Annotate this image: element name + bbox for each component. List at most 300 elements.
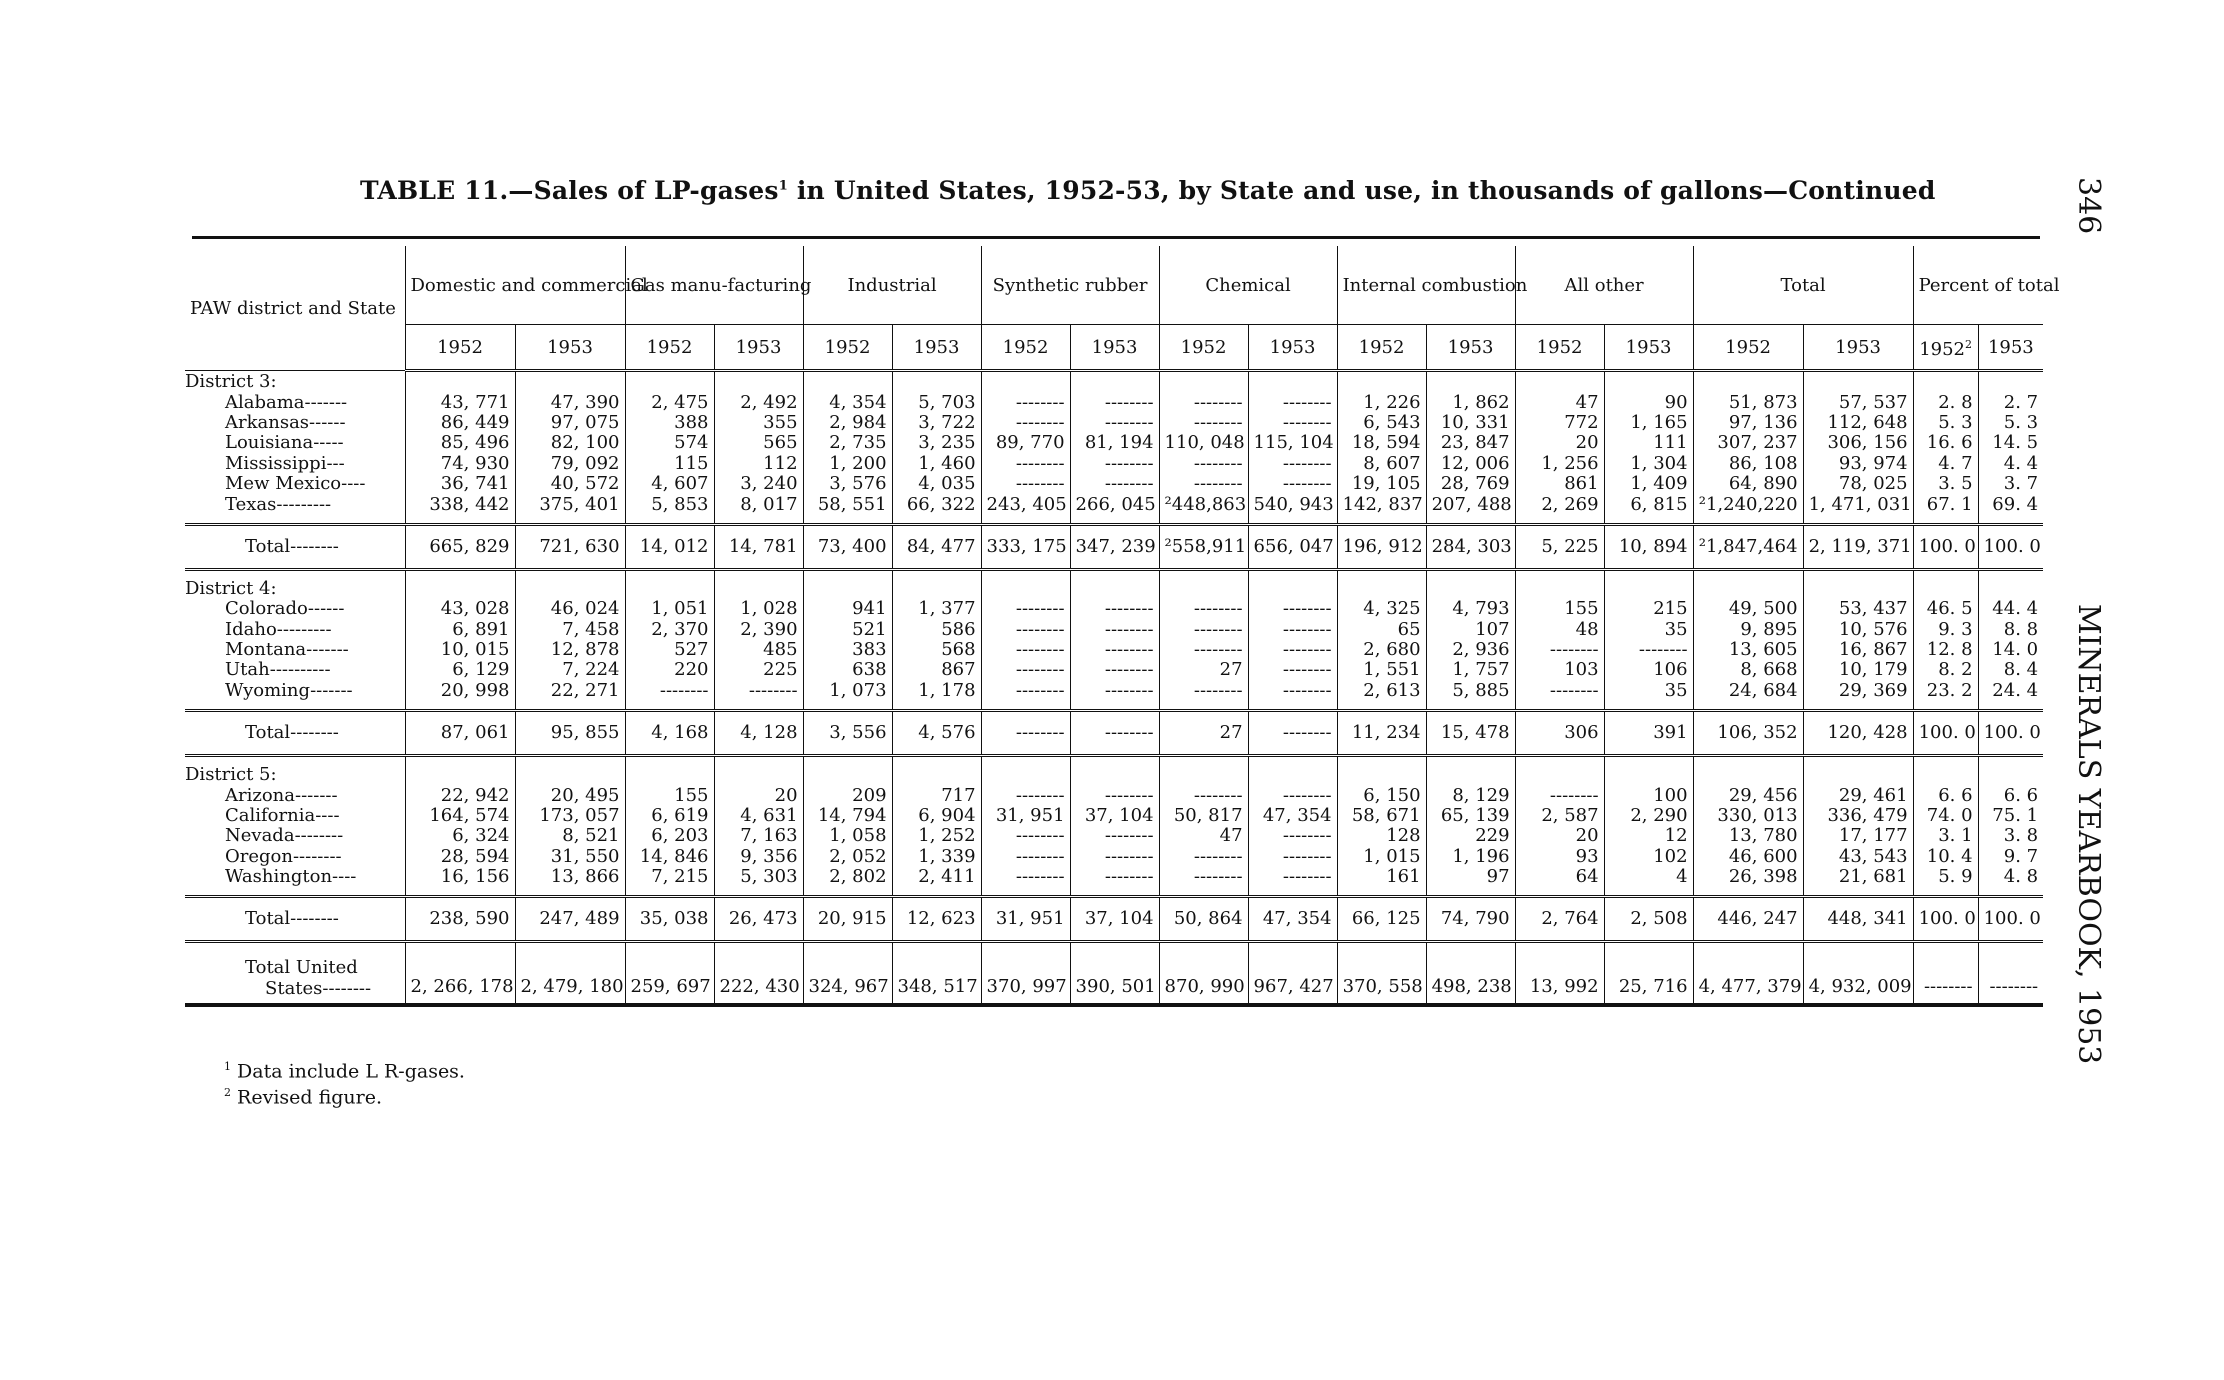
table-cell: -------- — [1159, 474, 1248, 494]
spacer-cell — [1070, 701, 1159, 711]
row-label-text: Utah — [225, 659, 270, 681]
table-cell: -------- — [1913, 942, 1978, 1006]
table-cell — [714, 579, 803, 599]
table-cell: 93, 974 — [1803, 454, 1913, 474]
table-cell: 1, 028 — [714, 599, 803, 619]
spacer-cell — [714, 515, 803, 525]
table-cell: 64 — [1515, 867, 1604, 887]
year-label: 1952 — [1180, 336, 1227, 358]
table-cell: 35 — [1604, 620, 1693, 640]
table-cell: 521 — [803, 620, 892, 640]
table-cell: 3. 7 — [1978, 474, 2043, 494]
year-label: 1952 — [437, 336, 483, 358]
table-cell: 31, 550 — [515, 847, 625, 867]
table-cell: 4, 168 — [625, 711, 714, 756]
spacer-row — [185, 887, 2043, 897]
table-cell: 4, 354 — [803, 392, 892, 412]
table-cell: 8, 668 — [1693, 660, 1803, 680]
table-cell: 259, 697 — [625, 942, 714, 1006]
spacer-cell — [1913, 701, 1978, 711]
table-cell: 446, 247 — [1693, 897, 1803, 942]
year-label: 1952 — [1919, 339, 1965, 360]
table-cell: 86, 108 — [1693, 454, 1803, 474]
table-cell: 2, 052 — [803, 847, 892, 867]
table-cell: 6, 203 — [625, 826, 714, 846]
table-cell: 44. 4 — [1978, 599, 2043, 619]
table-cell: 10. 4 — [1913, 847, 1978, 867]
table-cell: 1, 051 — [625, 599, 714, 619]
table-cell: 247, 489 — [515, 897, 625, 942]
table-cell: 57, 537 — [1803, 392, 1913, 412]
table-cell: 1, 757 — [1426, 660, 1515, 680]
spacer-cell — [1978, 756, 2043, 766]
table-cell: 1, 471, 031 — [1803, 494, 1913, 514]
table-cell: 31, 951 — [981, 806, 1070, 826]
footnotes — [224, 1056, 465, 1109]
table-cell — [1159, 579, 1248, 599]
spacer-cell — [515, 569, 625, 579]
table-cell: 1, 196 — [1426, 847, 1515, 867]
table-cell: 20, 915 — [803, 897, 892, 942]
table-cell: 35, 038 — [625, 897, 714, 942]
table-cell: 6, 543 — [1337, 413, 1426, 433]
table-cell: 9. 3 — [1913, 620, 1978, 640]
table-cell: 2, 984 — [803, 413, 892, 433]
table-cell: 9, 356 — [714, 847, 803, 867]
spacer-cell — [1426, 756, 1515, 766]
table-cell: 16, 156 — [405, 867, 515, 887]
row-label-text: District 5: — [185, 764, 277, 786]
spacer-cell — [1604, 756, 1693, 766]
table-cell: 23, 847 — [1426, 433, 1515, 453]
spacer-cell — [1515, 569, 1604, 579]
year-footnote-mark: 2 — [1965, 338, 1972, 351]
footnote-1-text: Data include L R-gases. — [231, 1060, 465, 1083]
running-header-title: MINERALS YEARBOOK, 1953 — [2071, 603, 2106, 1065]
row-label — [185, 454, 405, 474]
year-header-1952 — [1515, 325, 1604, 371]
row-label-text: District 4: — [185, 577, 277, 599]
table-cell: 5, 225 — [1515, 524, 1604, 569]
table-cell: 164, 574 — [405, 806, 515, 826]
table-cell: 6, 619 — [625, 806, 714, 826]
row-label — [185, 765, 405, 785]
year-label: 1953 — [547, 336, 593, 358]
table-cell: 1, 165 — [1604, 413, 1693, 433]
table-cell: 81, 194 — [1070, 433, 1159, 453]
table-row — [185, 474, 2043, 494]
leader-dots: ------- — [306, 639, 349, 661]
table-cell: 8. 4 — [1978, 660, 2043, 680]
table-cell — [405, 371, 515, 393]
table-cell: 448, 341 — [1803, 897, 1913, 942]
spacer-cell — [1693, 701, 1803, 711]
spacer-cell — [405, 756, 515, 766]
district-header-row — [185, 579, 2043, 599]
lp-gas-sales-table — [185, 246, 2060, 1007]
table-cell: 173, 057 — [515, 806, 625, 826]
spacer-cell — [1978, 887, 2043, 897]
table-cell — [803, 579, 892, 599]
year-label: 1953 — [1091, 336, 1138, 358]
table-cell: 26, 398 — [1693, 867, 1803, 887]
table-cell: 2, 587 — [1515, 806, 1604, 826]
table-cell: 2, 269 — [1515, 494, 1604, 514]
table-cell: 6, 904 — [892, 806, 981, 826]
year-header-1953 — [515, 325, 625, 371]
table-cell: -------- — [714, 681, 803, 701]
table-cell: 1, 409 — [1604, 474, 1693, 494]
row-label-text: District 3: — [185, 370, 277, 392]
table-cell: -------- — [1248, 785, 1337, 805]
table-cell: 26, 473 — [714, 897, 803, 942]
table-cell: 58, 551 — [803, 494, 892, 514]
table-cell — [405, 579, 515, 599]
district-header-row — [185, 765, 2043, 785]
table-cell: 2, 802 — [803, 867, 892, 887]
table-cell — [1803, 371, 1913, 393]
table-cell: 66, 125 — [1337, 897, 1426, 942]
spacer-cell — [405, 887, 515, 897]
table-cell — [1159, 765, 1248, 785]
table-cell — [1604, 765, 1693, 785]
table-cell: 89, 770 — [981, 433, 1070, 453]
table-cell: 3, 722 — [892, 413, 981, 433]
table-cell: ²448,863 — [1159, 494, 1248, 514]
table-cell: 1, 200 — [803, 454, 892, 474]
spacer-cell — [1978, 515, 2043, 525]
table-cell: 4 — [1604, 867, 1693, 887]
table-cell: 69. 4 — [1978, 494, 2043, 514]
spacer-cell — [185, 887, 405, 897]
table-cell: -------- — [1159, 413, 1248, 433]
table-cell: -------- — [981, 711, 1070, 756]
row-label-text: Arizona — [225, 784, 296, 806]
table-cell: -------- — [1159, 847, 1248, 867]
spacer-cell — [803, 756, 892, 766]
table-cell: -------- — [1248, 640, 1337, 660]
spacer-cell — [1426, 701, 1515, 711]
spacer-cell — [981, 887, 1070, 897]
table-cell: 20, 495 — [515, 785, 625, 805]
spacer-cell — [981, 515, 1070, 525]
col-header-total: Total — [1693, 246, 1913, 325]
spacer-cell — [1913, 756, 1978, 766]
spacer-cell — [803, 515, 892, 525]
stub-header: PAW district and State — [185, 246, 405, 371]
table-cell: 967, 427 — [1248, 942, 1337, 1006]
spacer-cell — [1803, 515, 1913, 525]
footnote-2 — [224, 1082, 465, 1108]
table-cell: 74. 0 — [1913, 806, 1978, 826]
table-cell: 67. 1 — [1913, 494, 1978, 514]
running-header — [2062, 177, 2106, 1065]
table-cell: 29, 461 — [1803, 785, 1913, 805]
year-label: 1952 — [1725, 336, 1771, 358]
table-cell: 10, 331 — [1426, 413, 1515, 433]
table-cell: 43, 543 — [1803, 847, 1913, 867]
footnote-2-text: Revised figure. — [231, 1086, 383, 1109]
table-cell: 307, 237 — [1693, 433, 1803, 453]
table-cell — [1913, 765, 1978, 785]
table-cell — [1248, 371, 1337, 393]
table-cell: 3, 240 — [714, 474, 803, 494]
row-label — [185, 711, 405, 756]
table-cell — [1248, 579, 1337, 599]
table-cell: 21, 681 — [1803, 867, 1913, 887]
year-label: 1953 — [1625, 336, 1672, 358]
table-cell: -------- — [1070, 826, 1159, 846]
table-cell: 47, 354 — [1248, 897, 1337, 942]
spacer-cell — [803, 701, 892, 711]
spacer-cell — [1337, 569, 1426, 579]
table-cell — [892, 579, 981, 599]
table-cell: 2, 492 — [714, 392, 803, 412]
table-cell: -------- — [1159, 640, 1248, 660]
table-cell: 79, 092 — [515, 454, 625, 474]
table-cell: 8, 521 — [515, 826, 625, 846]
table-cell: 2, 479, 180 — [515, 942, 625, 1006]
row-label — [185, 826, 405, 846]
table-cell: 100. 0 — [1978, 711, 2043, 756]
table-cell: 49, 500 — [1693, 599, 1803, 619]
spacer-cell — [1159, 515, 1248, 525]
table-cell: 225 — [714, 660, 803, 680]
table-cell — [1913, 579, 1978, 599]
spacer-cell — [1337, 701, 1426, 711]
spacer-cell — [1803, 887, 1913, 897]
table-cell: 31, 951 — [981, 897, 1070, 942]
table-cell: 46, 600 — [1693, 847, 1803, 867]
year-label: 1952 — [1002, 336, 1049, 358]
table-cell: 1, 339 — [892, 847, 981, 867]
table-cell: -------- — [1248, 454, 1337, 474]
table-cell: 4, 477, 379 — [1693, 942, 1803, 1006]
spacer-cell — [515, 515, 625, 525]
table-cell: 64, 890 — [1693, 474, 1803, 494]
table-cell: 106 — [1604, 660, 1693, 680]
row-label-text: Oregon — [225, 845, 293, 867]
spacer-cell — [1604, 887, 1693, 897]
year-label: 1952 — [1358, 336, 1405, 358]
spacer-cell — [1913, 515, 1978, 525]
table-cell: -------- — [981, 392, 1070, 412]
spacer-cell — [1337, 887, 1426, 897]
table-cell: 586 — [892, 620, 981, 640]
table-cell: 4, 576 — [892, 711, 981, 756]
table-cell — [1070, 371, 1159, 393]
year-label: 1952 — [646, 336, 693, 358]
table-cell — [1070, 579, 1159, 599]
table-cell: 155 — [1515, 599, 1604, 619]
spacer-cell — [1248, 701, 1337, 711]
table-cell: 29, 456 — [1693, 785, 1803, 805]
table-row — [185, 826, 2043, 846]
table-title — [360, 176, 1936, 205]
table-cell: -------- — [981, 474, 1070, 494]
table-cell: 2, 290 — [1604, 806, 1693, 826]
table-cell: 568 — [892, 640, 981, 660]
spacer-cell — [1693, 569, 1803, 579]
table-row — [185, 413, 2043, 433]
table-cell: 66, 322 — [892, 494, 981, 514]
table-cell: 8. 2 — [1913, 660, 1978, 680]
spacer-cell — [1978, 569, 2043, 579]
spacer-cell — [515, 887, 625, 897]
table-cell: 540, 943 — [1248, 494, 1337, 514]
table-cell: -------- — [981, 867, 1070, 887]
table-cell: 8, 607 — [1337, 454, 1426, 474]
table-cell — [1337, 371, 1426, 393]
table-row — [185, 599, 2043, 619]
table-cell: 37, 104 — [1070, 806, 1159, 826]
year-label: 1953 — [1987, 336, 2034, 358]
table-cell: 6, 815 — [1604, 494, 1693, 514]
table-cell: 14, 846 — [625, 847, 714, 867]
table-cell: 90 — [1604, 392, 1693, 412]
table-cell: 24. 4 — [1978, 681, 2043, 701]
table-cell: 110, 048 — [1159, 433, 1248, 453]
table-cell: 20, 998 — [405, 681, 515, 701]
spacer-row — [185, 515, 2043, 525]
table-cell — [803, 371, 892, 393]
table-cell — [625, 765, 714, 785]
spacer-cell — [1803, 756, 1913, 766]
row-label-text: Wyoming — [225, 679, 311, 701]
leader-dots: ------- — [304, 391, 348, 413]
spacer-cell — [1248, 569, 1337, 579]
table-cell: 161 — [1337, 867, 1426, 887]
row-label — [185, 660, 405, 680]
table-cell: 14. 0 — [1978, 640, 2043, 660]
year-header-1953 — [1070, 325, 1159, 371]
spacer-cell — [1515, 515, 1604, 525]
table-cell: 100. 0 — [1913, 711, 1978, 756]
year-header-1953 — [714, 325, 803, 371]
spacer-cell — [1803, 569, 1913, 579]
table-cell: 3. 1 — [1913, 826, 1978, 846]
table-cell: 5. 3 — [1978, 413, 2043, 433]
table-cell: 665, 829 — [405, 524, 515, 569]
table-cell: 47, 354 — [1248, 806, 1337, 826]
table-cell — [1426, 765, 1515, 785]
table-cell: 1, 178 — [892, 681, 981, 701]
table-cell: 1, 058 — [803, 826, 892, 846]
table-cell — [515, 371, 625, 393]
table-cell: 222, 430 — [714, 942, 803, 1006]
table-cell: 565 — [714, 433, 803, 453]
table-cell: 112 — [714, 454, 803, 474]
table-cell: 10, 894 — [1604, 524, 1693, 569]
footnote-2-mark: 2 — [224, 1086, 231, 1100]
title-text: TABLE 11.—Sales of LP-gases — [360, 176, 779, 205]
table-cell: 2, 613 — [1337, 681, 1426, 701]
table-cell: 19, 105 — [1337, 474, 1426, 494]
spacer-cell — [803, 887, 892, 897]
spacer-cell — [1070, 887, 1159, 897]
spacer-cell — [1604, 701, 1693, 711]
spacer-cell — [1159, 701, 1248, 711]
spacer-cell — [405, 701, 515, 711]
table-cell: 50, 864 — [1159, 897, 1248, 942]
table-cell: 2. 7 — [1978, 392, 2043, 412]
table-cell: 3. 5 — [1913, 474, 1978, 494]
spacer-cell — [1693, 756, 1803, 766]
table-cell: 20 — [714, 785, 803, 805]
spacer-cell — [1070, 756, 1159, 766]
spacer-cell — [185, 701, 405, 711]
year-header-1953 — [1604, 325, 1693, 371]
year-header-1953 — [892, 325, 981, 371]
table-cell: -------- — [1248, 711, 1337, 756]
table-cell: 11, 234 — [1337, 711, 1426, 756]
row-label — [185, 806, 405, 826]
row-label — [185, 847, 405, 867]
row-label-text: Nevada — [225, 825, 295, 847]
table-cell: 13, 780 — [1693, 826, 1803, 846]
table-cell: 324, 967 — [803, 942, 892, 1006]
table-cell: 6, 891 — [405, 620, 515, 640]
table-cell: 284, 303 — [1426, 524, 1515, 569]
row-label-text: Total — [245, 908, 291, 930]
table-cell: 40, 572 — [515, 474, 625, 494]
table-cell: 74, 790 — [1426, 897, 1515, 942]
spacer-cell — [185, 515, 405, 525]
table-cell: 97 — [1426, 867, 1515, 887]
table-cell: 75. 1 — [1978, 806, 2043, 826]
table-cell: 1, 551 — [1337, 660, 1426, 680]
table-cell: 35 — [1604, 681, 1693, 701]
year-header-1952 — [625, 325, 714, 371]
table-cell: 266, 045 — [1070, 494, 1159, 514]
year-header-1952 — [1337, 325, 1426, 371]
spacer-cell — [515, 756, 625, 766]
leader-dots: ------- — [295, 784, 338, 806]
footnote-1-mark: 1 — [224, 1060, 231, 1073]
table-cell: 2, 475 — [625, 392, 714, 412]
table-cell: 5, 703 — [892, 392, 981, 412]
table-row — [185, 620, 2043, 640]
table-cell: 65 — [1337, 620, 1426, 640]
spacer-cell — [1515, 887, 1604, 897]
table-cell: -------- — [1159, 785, 1248, 805]
table-cell: 155 — [625, 785, 714, 805]
table-cell: 638 — [803, 660, 892, 680]
table-cell: 215 — [1604, 599, 1693, 619]
table-cell: 43, 771 — [405, 392, 515, 412]
table-cell: 37, 104 — [1070, 897, 1159, 942]
table-cell: 10, 576 — [1803, 620, 1913, 640]
row-label — [185, 433, 405, 453]
table-cell: -------- — [981, 640, 1070, 660]
spacer-cell — [892, 515, 981, 525]
table-cell: -------- — [981, 826, 1070, 846]
table-cell: 209 — [803, 785, 892, 805]
table-cell: 656, 047 — [1248, 524, 1337, 569]
table-cell: 20 — [1515, 826, 1604, 846]
table-cell: -------- — [1159, 620, 1248, 640]
table-cell: -------- — [1604, 640, 1693, 660]
year-header-1952 — [1159, 325, 1248, 371]
table-cell: 941 — [803, 599, 892, 619]
table-cell: 74, 930 — [405, 454, 515, 474]
table-cell: 100 — [1604, 785, 1693, 805]
table-cell: 12 — [1604, 826, 1693, 846]
year-label: 1953 — [735, 336, 782, 358]
table-cell: 107 — [1426, 620, 1515, 640]
col-header-domestic: Domestic and commercial — [405, 246, 625, 325]
table-cell: 870, 990 — [1159, 942, 1248, 1006]
